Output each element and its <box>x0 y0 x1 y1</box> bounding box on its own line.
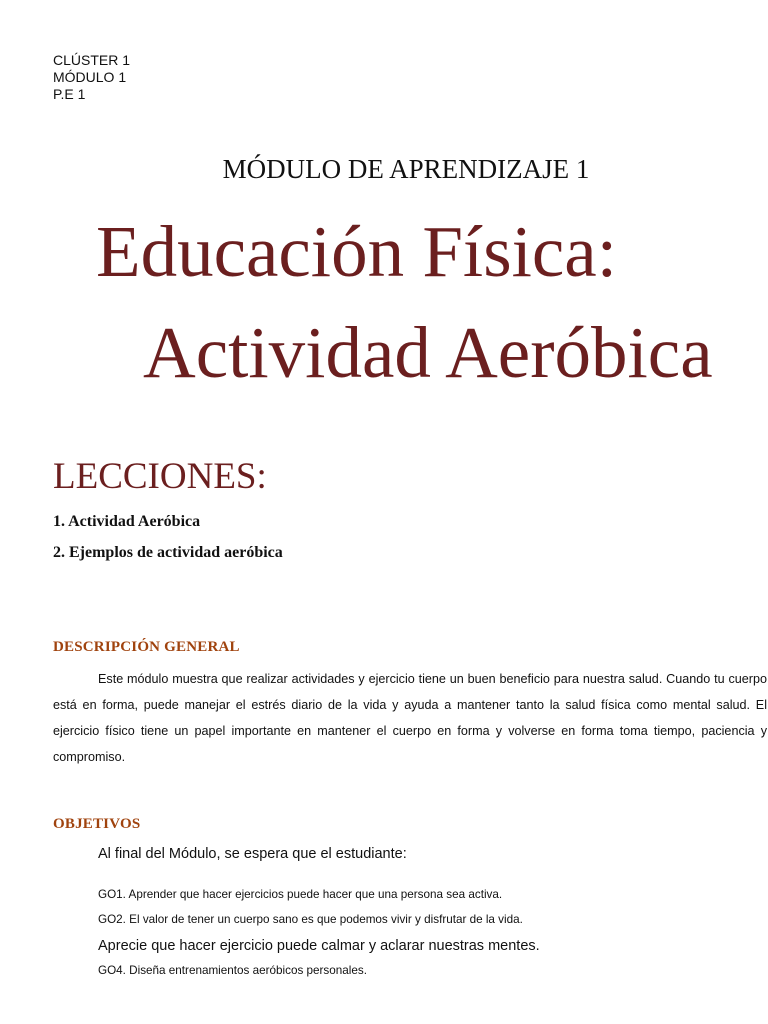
lesson-item: 2. Ejemplos de actividad aeróbica <box>53 544 283 561</box>
objective-item: GO1. Aprender que hacer ejercicios puede hacer que una persona sea activa. <box>98 888 503 901</box>
document-header <box>53 52 130 103</box>
module-title: MÓDULO DE APRENDIZAJE 1 <box>222 154 590 184</box>
lessons-heading: LECCIONES: <box>53 456 267 497</box>
description-text: Este módulo muestra que realizar actividades y ejercicio tiene un buen beneficio para nuestra salud. Cuando tu cuerpo está en forma, puede manejar el estrés diario de la vida y ayuda a mantener tanto la salud física como mental salud. El ejercicio físico tiene un papel importante en mantener el cuerpo en forma y volverse en forma toma tiempo, paciencia y compromiso. <box>53 672 767 764</box>
title-line-2: Actividad Aeróbica <box>143 312 713 393</box>
objective-item: GO2. El valor de tener un cuerpo sano es que podemos vivir y disfrutar de la vida. <box>98 913 523 926</box>
description-heading: DESCRIPCIÓN GENERAL <box>53 639 240 655</box>
objective-item: Aprecie que hacer ejercicio puede calmar y aclarar nuestras mentes. <box>98 938 540 954</box>
objectives-intro: Al final del Módulo, se espera que el estudiante: <box>98 846 407 862</box>
title-line-1: Educación Física: <box>96 211 617 292</box>
objective-item: GO4. Diseña entrenamientos aeróbicos personales. <box>98 964 367 977</box>
cluster-label: CLÚSTER 1 <box>53 52 131 68</box>
module-label: MÓDULO 1 <box>53 69 127 85</box>
objectives-heading: OBJETIVOS <box>53 816 141 832</box>
pe-label: P.E 1 <box>53 86 86 102</box>
lesson-item: 1. Actividad Aeróbica <box>53 513 201 530</box>
